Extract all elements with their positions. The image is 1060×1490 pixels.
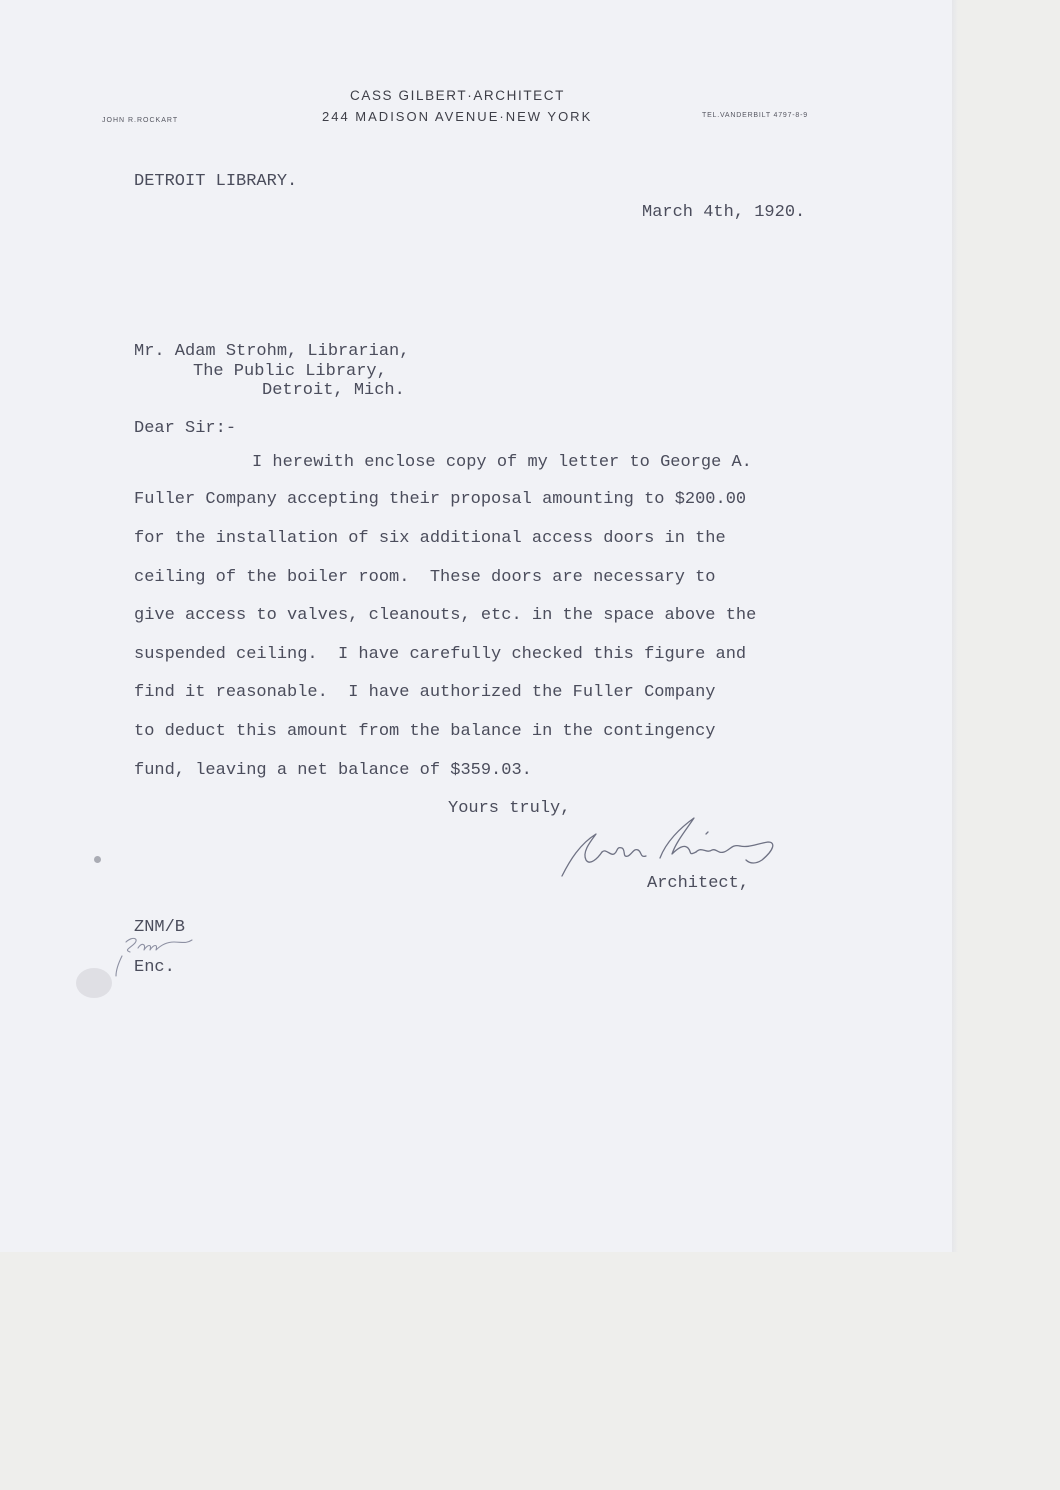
reference-initials: ZNM/B	[134, 918, 186, 937]
body-line: I herewith enclose copy of my letter to George A.	[252, 453, 752, 472]
salutation: Dear Sir:-	[134, 419, 237, 438]
body-line: give access to valves, cleanouts, etc. in the space above the	[134, 606, 757, 625]
subject-line: DETROIT LIBRARY.	[134, 172, 298, 191]
body-line: Fuller Company accepting their proposal amounting to $200.00	[134, 490, 747, 509]
stain-mark	[76, 968, 112, 998]
signer-title: Architect,	[647, 874, 750, 893]
ink-speck	[94, 856, 101, 863]
body-line: to deduct this amount from the balance in the contingency	[134, 722, 716, 741]
enclosure-note: Enc.	[134, 958, 175, 977]
body-line: find it reasonable. I have authorized the Fuller Company	[134, 683, 716, 702]
recipient-line-2: The Public Library,	[193, 362, 387, 381]
recipient-line-1: Mr. Adam Strohm, Librarian,	[134, 342, 410, 361]
letterhead-address: 244 MADISON AVENUE·NEW YORK	[322, 109, 593, 124]
letterhead-associate: JOHN R.ROCKART	[102, 117, 179, 124]
complimentary-closing: Yours truly,	[448, 799, 571, 818]
letterhead-firm: CASS GILBERT·ARCHITECT	[350, 88, 565, 103]
body-line: ceiling of the boiler room. These doors are necessary to	[134, 568, 716, 587]
letterhead-telephone: TEL.VANDERBILT 4797-8-9	[702, 112, 808, 119]
body-line: for the installation of six additional access doors in the	[134, 529, 726, 548]
recipient-line-3: Detroit, Mich.	[262, 381, 405, 400]
body-line: suspended ceiling. I have carefully checked this figure and	[134, 645, 747, 664]
paper-edge	[952, 0, 958, 1252]
body-line: fund, leaving a net balance of $359.03.	[134, 761, 532, 780]
letter-date: March 4th, 1920.	[642, 203, 806, 222]
